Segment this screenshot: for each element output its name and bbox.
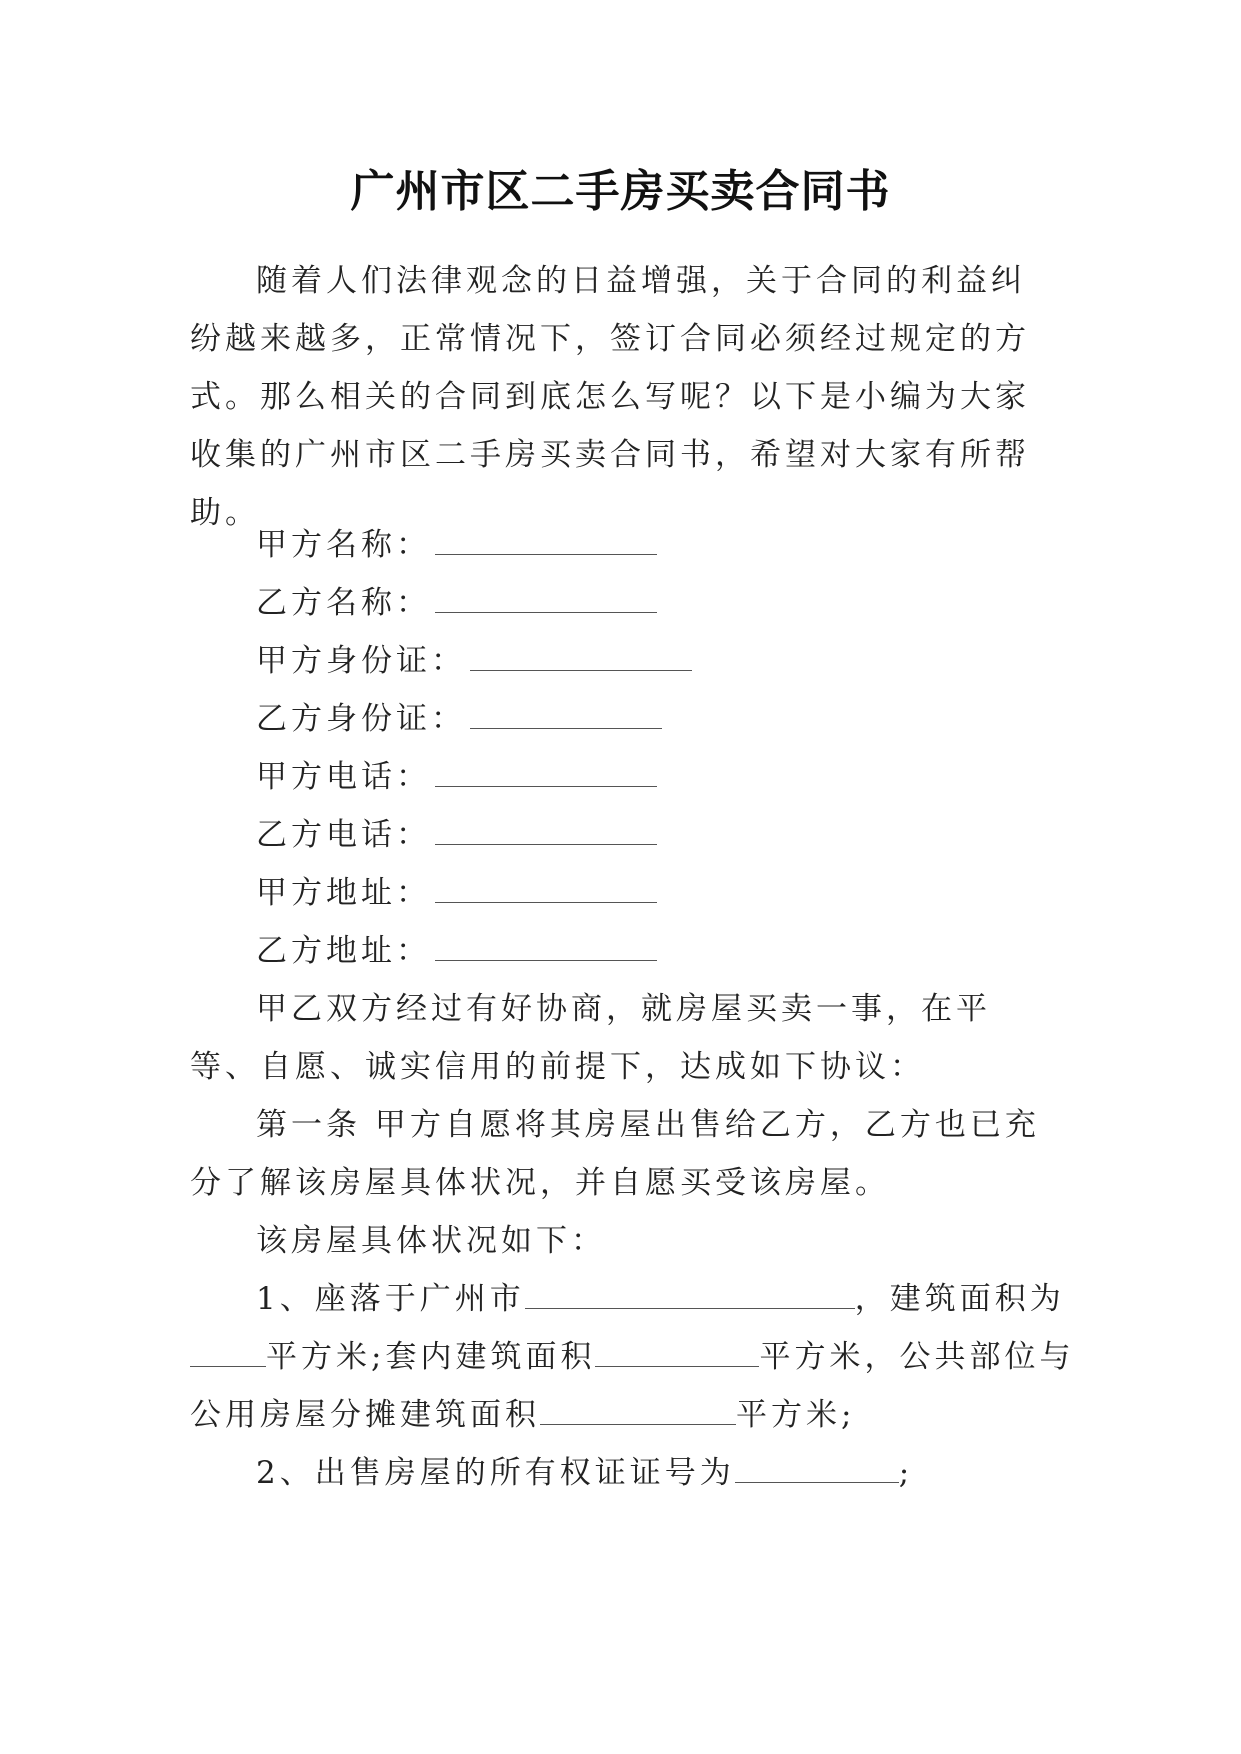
item-2-end: ; [898, 1455, 914, 1491]
field-party-b-name [256, 574, 657, 632]
field-label: 甲方名称： [256, 527, 431, 563]
article-1-paragraph: 第一条 甲方自愿将其房屋出售给乙方，乙方也已充分了解该房屋具体状况，并自愿买受该房屋。 [190, 1107, 1040, 1201]
blank-line [540, 1400, 736, 1425]
intro-paragraph: 随着人们法律观念的日益增强，关于合同的利益纠纷越来越多，正常情况下，签订合同必须经过规定的方式。那么相关的合同到底怎么写呢？以下是小编为大家收集的广州市区二手房买卖合同书，希望对大家有所帮助。 [190, 263, 1030, 531]
field-party-a-address [256, 864, 657, 922]
item-2-label: 2、出售房屋的所有权证证号为 [256, 1455, 735, 1491]
item-1-shared-label: 平方米，公共部位与 [759, 1339, 1075, 1375]
field-party-a-phone [256, 748, 657, 806]
blank-line [435, 820, 657, 845]
field-label: 乙方地址： [256, 933, 431, 969]
item-2-line [256, 1444, 913, 1502]
item-1-inner-area-label: 平方米;套内建筑面积 [266, 1339, 596, 1375]
field-label: 乙方电话： [256, 817, 431, 853]
field-party-a-name [256, 516, 657, 574]
blank-line [525, 1284, 855, 1309]
item-1-line-1 [256, 1270, 1065, 1328]
item-1-location-label: 1、座落于广州市 [256, 1281, 525, 1317]
blank-line [470, 704, 662, 729]
blank-line [470, 646, 692, 671]
blank-line [435, 530, 657, 555]
agreement-paragraph: 甲乙双方经过有好协商，就房屋买卖一事，在平等、自愿、诚实信用的前提下，达成如下协议： [190, 991, 991, 1085]
field-party-b-id [256, 690, 662, 748]
field-label: 甲方地址： [256, 875, 431, 911]
field-party-a-id [256, 632, 692, 690]
field-label: 乙方身份证： [256, 701, 466, 737]
field-label: 甲方电话： [256, 759, 431, 795]
field-label: 甲方身份证： [256, 643, 466, 679]
field-label: 乙方名称： [256, 585, 431, 621]
item-1-shared-area-label: 公用房屋分摊建筑面积 [190, 1397, 540, 1433]
document-title: 广州市区二手房买卖合同书 [350, 166, 891, 217]
blank-line [735, 1458, 899, 1483]
blank-line [435, 762, 657, 787]
blank-line [595, 1342, 759, 1367]
blank-line [435, 878, 657, 903]
item-1-area-label: ，建筑面积为 [854, 1281, 1065, 1317]
blank-line [435, 588, 657, 613]
item-1-line-3 [190, 1386, 855, 1444]
field-party-b-phone [256, 806, 657, 864]
details-heading: 该房屋具体状况如下： [256, 1223, 606, 1259]
item-1-line-2 [190, 1328, 1074, 1386]
blank-line [190, 1342, 266, 1367]
blank-line [435, 936, 657, 961]
item-1-unit-label: 平方米; [736, 1397, 856, 1433]
field-party-b-address [256, 922, 657, 980]
